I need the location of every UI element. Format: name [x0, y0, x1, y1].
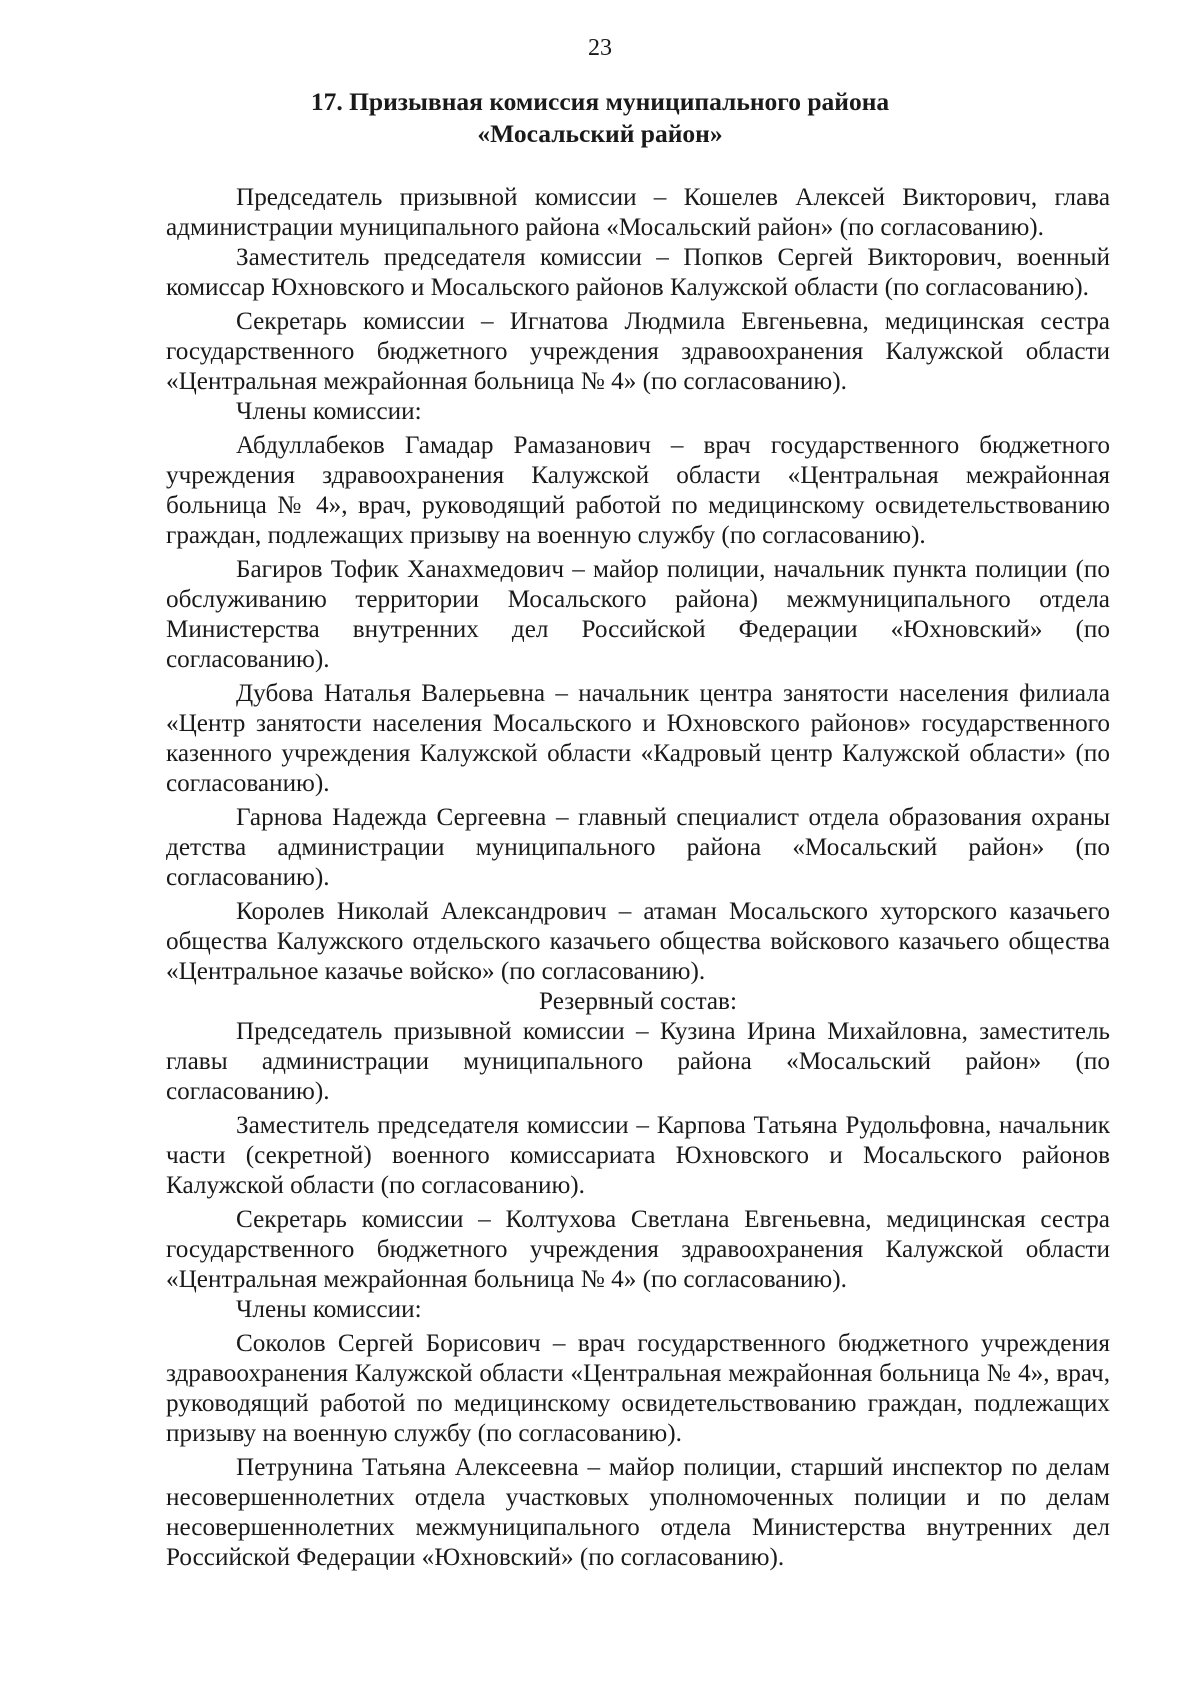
- section-title: [0, 86, 1200, 150]
- section-title-line-1: 17. Призывная комиссия муниципального района: [310, 87, 890, 116]
- paragraph-reserve-member-sokolov: Соколов Сергей Борисович – врач государственного бюджетного учреждения здравоохранения Калужской области «Центральная межрайонная больница № 4», врач, руководящий работой по медицинскому освидетельствованию граждан, подлежащих призыву на военную службу (по согласованию).: [166, 1330, 1110, 1447]
- paragraph-reserve-deputy-chairman: Заместитель председателя комиссии – Карпова Татьяна Рудольфовна, начальник части (секретной) военного комиссариата Юхновского и Мосальского районов Калужской области (по согласованию).: [166, 1112, 1110, 1199]
- paragraph-reserve-secretary: Секретарь комиссии – Колтухова Светлана Евгеньевна, медицинская сестра государственного бюджетного учреждения здравоохранения Калужской области «Центральная межрайонная больница № 4» (по согласованию).: [166, 1206, 1110, 1293]
- paragraph-reserve-chairman: Председатель призывной комиссии – Кузина Ирина Михайловна, заместитель главы администрации муниципального района «Мосальский район» (по согласованию).: [166, 1018, 1110, 1105]
- paragraph-deputy-chairman: Заместитель председателя комиссии – Попков Сергей Викторович, военный комиссар Юхновского и Мосальского районов Калужской области (по согласованию).: [166, 244, 1110, 301]
- paragraph-member-bagirov: Багиров Тофик Ханахмедович – майор полиции, начальник пункта полиции (по обслуживанию территории Мосальского района) межмуниципального отдела Министерства внутренних дел Российской Федерации «Юхновский» (по согласованию).: [166, 556, 1110, 673]
- reserve-heading: Резервный состав:: [539, 988, 737, 1015]
- paragraph-chairman: Председатель призывной комиссии – Кошелев Алексей Викторович, глава администрации муниципального района «Мосальский район» (по согласованию).: [166, 184, 1110, 241]
- paragraph-secretary: Секретарь комиссии – Игнатова Людмила Евгеньевна, медицинская сестра государственного бюджетного учреждения здравоохранения Калужской области «Центральная межрайонная больница № 4» (по согласованию).: [166, 308, 1110, 395]
- paragraph-member-korolev: Королев Николай Александрович – атаман Мосальского хуторского казачьего общества Калужского отдельского казачьего общества войскового казачьего общества «Центральное казачье войско» (по согласованию).: [166, 898, 1110, 985]
- page-number: 23: [588, 35, 612, 61]
- paragraph-member-dubova: Дубова Наталья Валерьевна – начальник центра занятости населения филиала «Центр занятости населения Мосальского и Юхновского районов» государственного казенного учреждения Калужской области «Кадровый центр Калужской области» (по согласованию).: [166, 680, 1110, 797]
- paragraph-member-garnova: Гарнова Надежда Сергеевна – главный специалист отдела образования охраны детства администрации муниципального района «Мосальский район» (по согласованию).: [166, 804, 1110, 891]
- paragraph-reserve-members-heading: Члены комиссии:: [236, 1296, 422, 1323]
- paragraph-member-abdullabekov: Абдуллабеков Гамадар Рамазанович – врач государственного бюджетного учреждения здравоохранения Калужской области «Центральная межрайонная больница № 4», врач, руководящий работой по медицинскому освидетельствованию граждан, подлежащих призыву на военную службу (по согласованию).: [166, 432, 1110, 549]
- paragraph-reserve-member-petrunina: Петрунина Татьяна Алексеевна – майор полиции, старший инспектор по делам несовершеннолетних отдела участковых уполномоченных полиции и по делам несовершеннолетних межмуниципального отдела Министерства внутренних дел Российской Федерации «Юхновский» (по согласованию).: [166, 1454, 1110, 1571]
- section-title-line-2: «Мосальский район»: [477, 119, 723, 148]
- document-body: [166, 183, 1110, 1573]
- paragraph-members-heading: Члены комиссии:: [236, 398, 422, 425]
